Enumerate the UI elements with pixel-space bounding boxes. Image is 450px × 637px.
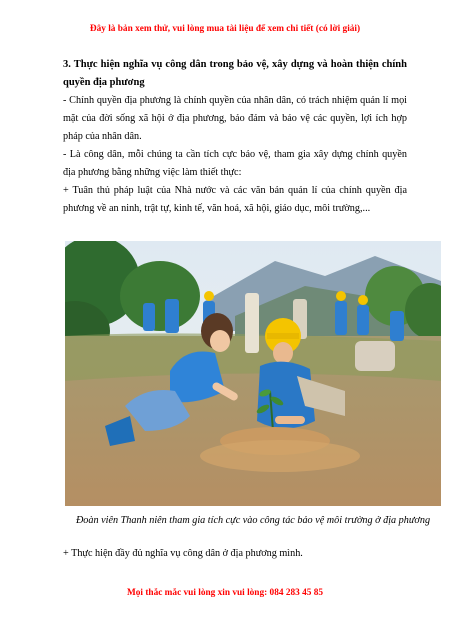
preview-banner: Đây là bản xem thử, vui lòng mua tài liệu để xem chi tiết (có lời giải)	[89, 24, 361, 34]
section-content	[63, 56, 407, 218]
section-heading: 3. Thực hiện nghĩa vụ công dân trong bảo vệ, xây dựng và hoàn thiện chính quyền địa phương	[63, 59, 407, 88]
paragraph-4: + Thực hiện đầy đủ nghĩa vụ công dân ở địa phương mình.	[63, 548, 303, 559]
photo-caption: Đoàn viên Thanh niên tham gia tích cực vào công tác bảo vệ môi trường ở địa phương	[75, 515, 431, 526]
paragraph-2: - Là công dân, mỗi chúng ta cần tích cực bảo vệ, tham gia xây dựng chính quyền địa phương bằng những việc làm thiết thực:	[63, 149, 407, 178]
paragraph-3: + Tuân thủ pháp luật của Nhà nước và các văn bản quản lí của chính quyền địa phương về an ninh, trật tự, kinh tế, văn hoá, xã hội, giáo dục, môi trường,...	[63, 185, 407, 214]
contact-banner: Mọi thắc mắc vui lòng xin vui lòng: 084 283 45 85	[126, 588, 324, 598]
tree-planting-photo	[65, 241, 441, 506]
paragraph-1: - Chính quyền địa phương là chính quyền của nhân dân, có trách nhiệm quản lí mọi mặt của đời sống xã hội ở địa phương, bảo đảm và bảo vệ các quyền, lợi ích hợp pháp của nhân dân.	[63, 95, 407, 142]
